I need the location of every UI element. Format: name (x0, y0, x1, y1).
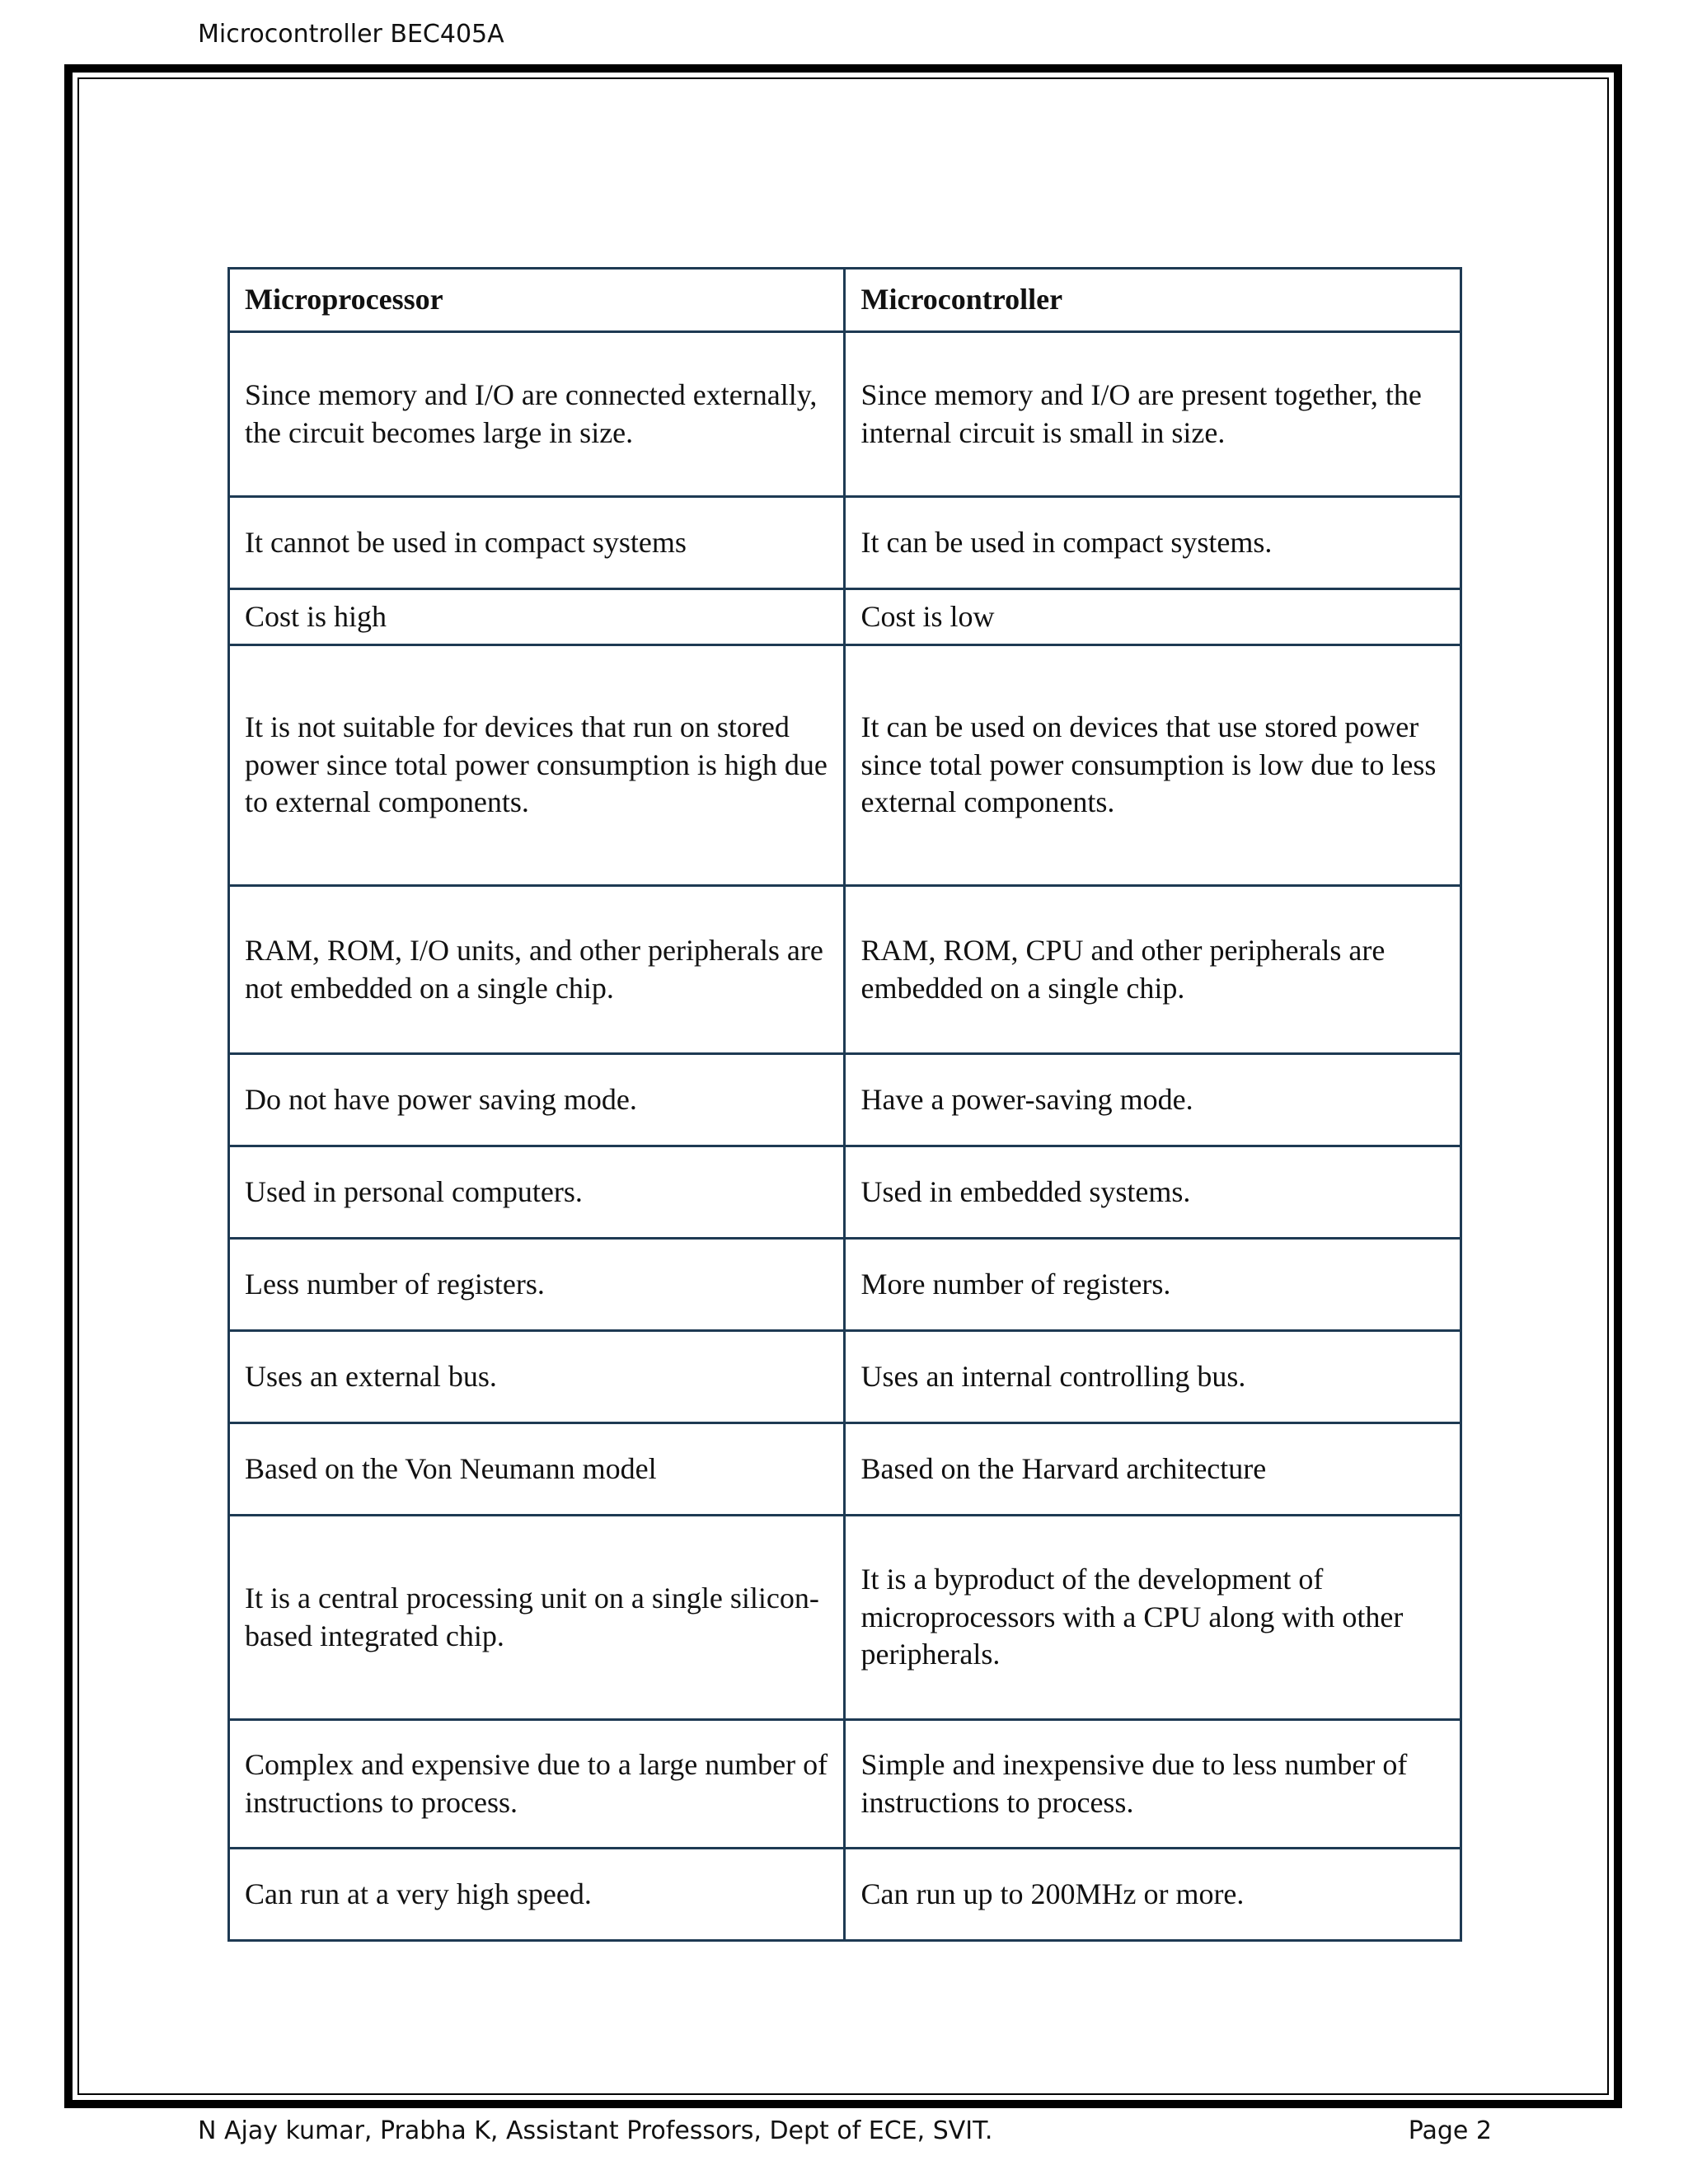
table-row (229, 1146, 1461, 1239)
table-row (229, 645, 1461, 886)
microcontroller-cell: It can be used in compact systems. (845, 497, 1461, 589)
microprocessor-cell: RAM, ROM, I/O units, and other peripherals are not embedded on a single chip. (229, 886, 845, 1054)
microcontroller-cell: RAM, ROM, CPU and other peripherals are embedded on a single chip. (845, 886, 1461, 1054)
table-header-row (229, 269, 1461, 332)
microcontroller-cell: Since memory and I/O are present together, the internal circuit is small in size. (845, 332, 1461, 497)
microprocessor-cell: Do not have power saving mode. (229, 1054, 845, 1146)
table-row (229, 1849, 1461, 1941)
table-row (229, 1054, 1461, 1146)
microprocessor-cell: Complex and expensive due to a large number of instructions to process. (229, 1720, 845, 1849)
microcontroller-cell: Based on the Harvard architecture (845, 1423, 1461, 1516)
microprocessor-cell: Based on the Von Neumann model (229, 1423, 845, 1516)
microprocessor-cell: It cannot be used in compact systems (229, 497, 845, 589)
microprocessor-cell: Used in personal computers. (229, 1146, 845, 1239)
running-header: Microcontroller BEC405A (198, 20, 504, 49)
microprocessor-cell: It is not suitable for devices that run on stored power since total power consumption is high due to external components. (229, 645, 845, 886)
microprocessor-cell: Since memory and I/O are connected externally, the circuit becomes large in size. (229, 332, 845, 497)
microprocessor-cell: Less number of registers. (229, 1239, 845, 1331)
header-microprocessor: Microprocessor (229, 269, 845, 332)
microcontroller-cell: Simple and inexpensive due to less number of instructions to process. (845, 1720, 1461, 1849)
table-row (229, 886, 1461, 1054)
microcontroller-cell: It can be used on devices that use stored power since total power consumption is low due to less external components. (845, 645, 1461, 886)
microprocessor-cell: Cost is high (229, 589, 845, 645)
running-footer (198, 2116, 1492, 2145)
microcontroller-cell: Used in embedded systems. (845, 1146, 1461, 1239)
table-row (229, 1331, 1461, 1423)
microprocessor-cell: Can run at a very high speed. (229, 1849, 845, 1941)
microprocessor-cell: Uses an external bus. (229, 1331, 845, 1423)
table-row (229, 1516, 1461, 1720)
table-row (229, 497, 1461, 589)
microprocessor-cell: It is a central processing unit on a single silicon-based integrated chip. (229, 1516, 845, 1720)
page-number: Page 2 (1408, 2116, 1492, 2145)
footer-authors: N Ajay kumar, Prabha K, Assistant Professors, Dept of ECE, SVIT. (198, 2116, 993, 2145)
microcontroller-cell: More number of registers. (845, 1239, 1461, 1331)
microcontroller-cell: It is a byproduct of the development of microprocessors with a CPU along with other peripherals. (845, 1516, 1461, 1720)
table-row (229, 1423, 1461, 1516)
microcontroller-cell: Cost is low (845, 589, 1461, 645)
microcontroller-cell: Uses an internal controlling bus. (845, 1331, 1461, 1423)
header-microcontroller: Microcontroller (845, 269, 1461, 332)
microcontroller-cell: Have a power-saving mode. (845, 1054, 1461, 1146)
table-row (229, 1239, 1461, 1331)
table-row (229, 332, 1461, 497)
microcontroller-cell: Can run up to 200MHz or more. (845, 1849, 1461, 1941)
comparison-table (227, 267, 1462, 1942)
table-row (229, 589, 1461, 645)
table-row (229, 1720, 1461, 1849)
